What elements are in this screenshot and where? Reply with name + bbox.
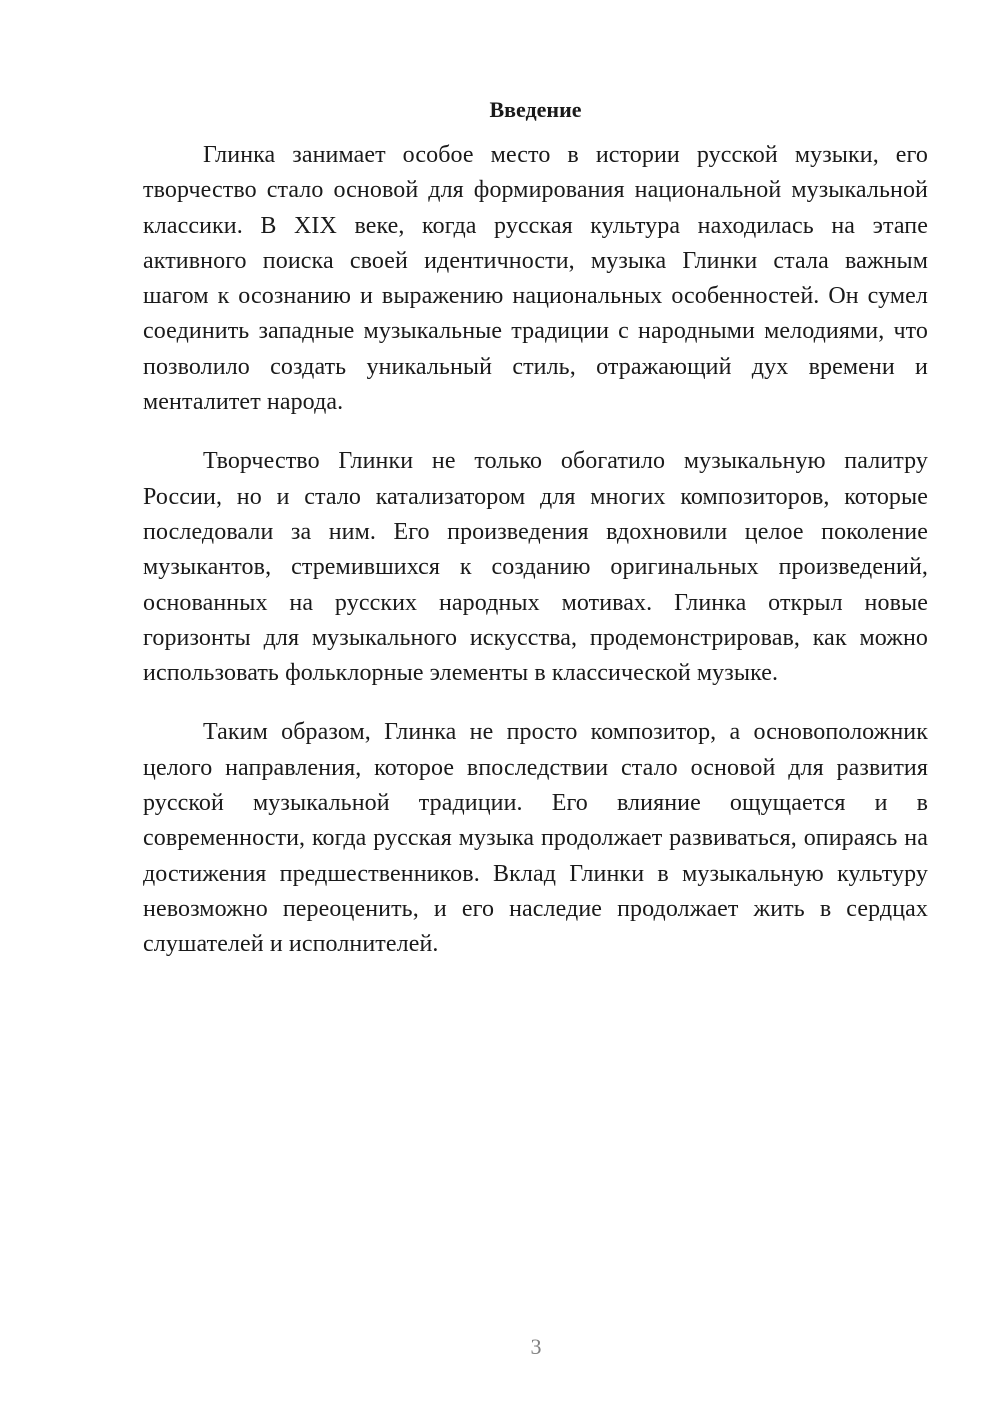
paragraph-3: Таким образом, Глинка не просто композитор, а основоположник целого направления, которое впоследствии стало основой для развития русской музыкальной традиции. Его влияние ощущается и в современности, когда русская музыка продолжает развиваться, опираясь на достижения предшественников. Вклад Глинки в музыкальную культуру невозможно переоценить, и его наследие продолжает жить в сердцах слушателей и исполнителей. xyxy=(143,719,928,958)
page-number: 3 xyxy=(530,1334,542,1359)
paragraph-2: Творчество Глинки не только обогатило музыкальную палитру России, но и стало катализатором для многих композиторов, которые последовали за ним. Его произведения вдохновили целое поколение музыкантов, стремившихся к созданию оригинальных произведений, основанных на русских народных мотивах. Глинка открыл новые горизонты для музыкального искусства, продемонстрировав, как можно использовать фольклорные элементы в классической музыке. xyxy=(143,448,928,687)
page-content xyxy=(143,92,928,987)
paragraph-1: Глинка занимает особое место в истории русской музыки, его творчество стало основой для формирования национальной музыкальной классики. В XIX веке, когда русская культура находилась на этапе активного поиска своей идентичности, музыка Глинки стала важным шагом к осознанию и выражению национальных особенностей. Он сумел соединить западные музыкальные традиции с народными мелодиями, что позволило создать уникальный стиль, отражающий дух времени и менталитет народа. xyxy=(143,142,928,416)
section-title: Введение xyxy=(489,97,582,122)
